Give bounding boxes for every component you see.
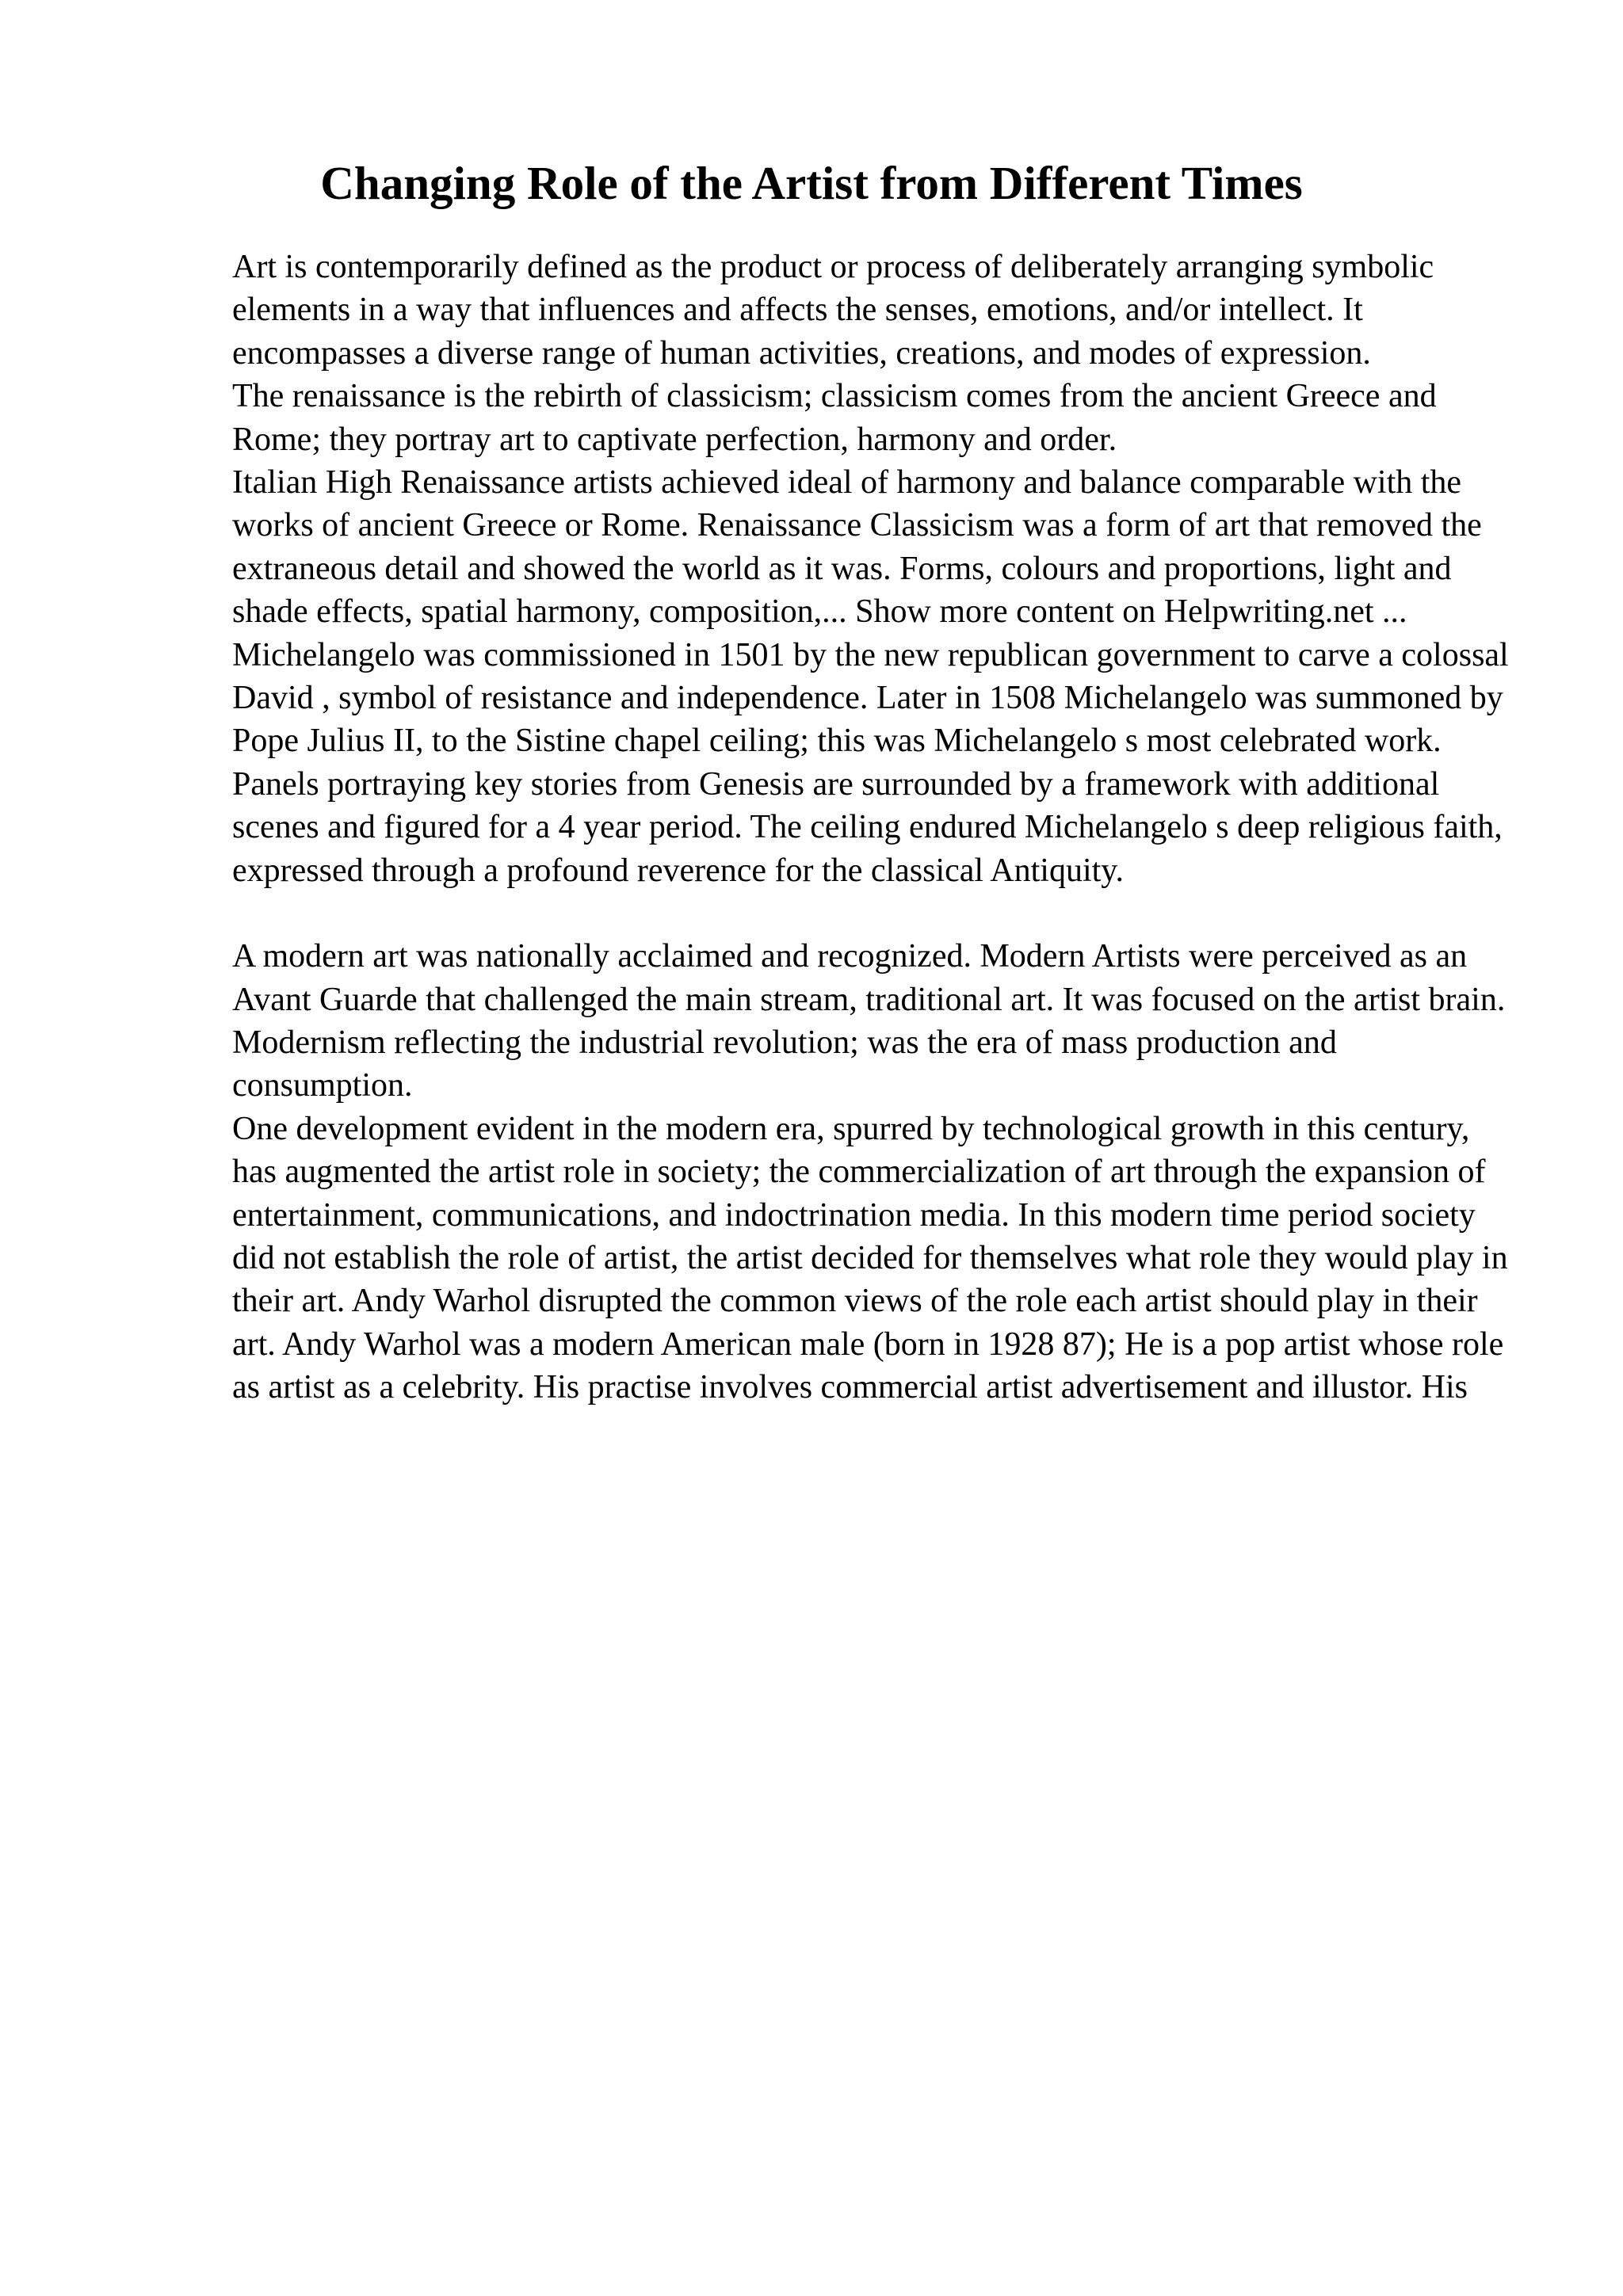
document-body xyxy=(232,246,1516,1409)
document-title: Changing Role of the Artist from Different Times xyxy=(320,157,1303,209)
paragraph-michelangelo: Michelangelo was commissioned in 1501 by the new republican government to carve a colossal David , symbol of resistance and independence. Later in 1508 Michelangelo was summoned by Pope Julius II, to the Sistine chapel ceiling; this was Michelangelo s most celebrated work. Panels portraying key stories from Genesis are surrounded by a framework with additional scenes and figured for a 4 year period. The ceiling endured Michelangelo s deep religious faith, expressed through a profound reverence for the classical Antiquity. xyxy=(232,636,1509,889)
paragraph-high-renaissance: Italian High Renaissance artists achieved ideal of harmony and balance comparable with the works of ancient Greece or Rome. Renaissance Classicism was a form of art that removed the extraneous detail and showed the world as it was. Forms, colours and proportions, light and shade effects, spatial harmony, composition,... Show more content on Helpwriting.net ... xyxy=(232,464,1482,631)
paragraph-modern-art: A modern art was nationally acclaimed and recognized. Modern Artists were perceived as an Avant Guarde that challenged the main stream, traditional art. It was focused on the artist brain. Modernism reflecting the industrial revolution; was the era of mass production and consumption. xyxy=(232,938,1506,1104)
paragraph-renaissance: The renaissance is the rebirth of classicism; classicism comes from the ancient Greece and Rome; they portray art to captivate perfection, harmony and order. xyxy=(232,378,1437,458)
paragraph-art-definition: Art is contemporarily defined as the product or process of deliberately arranging symbolic elements in a way that influences and affects the senses, emotions, and/or intellect. It encompasses a diverse range of human activities, creations, and modes of expression. xyxy=(232,249,1434,372)
paragraph-modern-era: One development evident in the modern era, spurred by technological growth in this century, has augmented the artist role in society; the commercialization of art through the expansion of entertainment, communications, and indoctrination media. In this modern time period society did not establish the role of artist, the artist decided for themselves what role they would play in their art. Andy Warhol disrupted the common views of the role each artist should play in their art. Andy Warhol was a modern American male (born in 1928 87); He is a pop artist whose role as artist as a celebrity. His practise involves commercial artist advertisement and illustor. His xyxy=(232,1110,1508,1406)
